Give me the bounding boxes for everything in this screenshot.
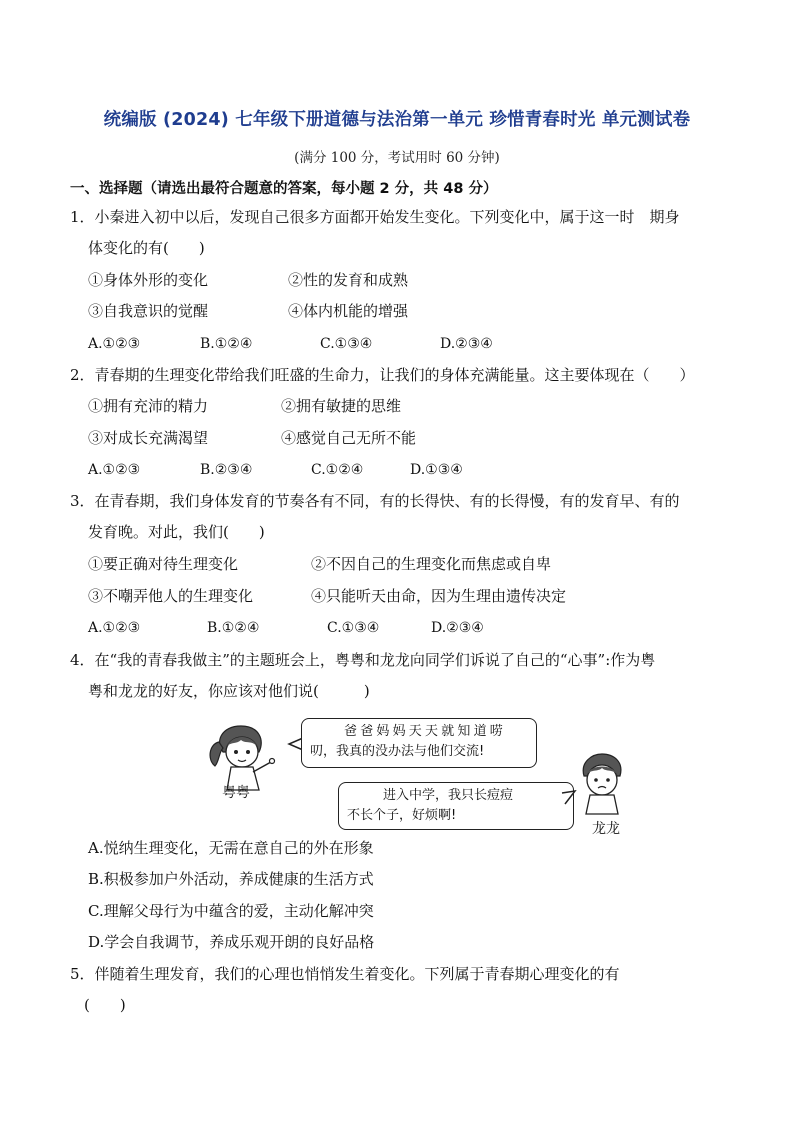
q2-choice-c[interactable]: C.①②④ [311,462,364,478]
q1-choice-c[interactable]: C.①③④ [320,336,373,352]
q2-stem: 2．青春期的生理变化带给我们旺盛的生命力，让我们的身体充满能量。这主要体现在（ ） [70,366,695,384]
q4-choice-c[interactable]: C.理解父母行为中蕴含的爱，主动化解冲突 [88,902,374,920]
exam-title: 统编版 (2024) 七年级下册道德与法治第一单元 珍惜青春时光 单元测试卷 [103,110,691,130]
q2-option-4: ④感觉自己无所不能 [281,429,417,447]
q1-choice-a[interactable]: A.①②③ [88,336,141,352]
q3-choice-c[interactable]: C.①③④ [327,620,380,636]
q1-option-2: ②性的发育和成熟 [288,271,409,289]
speech-bubble-girl [301,718,537,768]
q2-choice-a[interactable]: A.①②③ [88,462,141,478]
girl-name-label: 粤粤 [222,785,250,801]
boy-name-label: 龙龙 [592,821,620,837]
q3-stem: 3．在青春期，我们身体发育的节奏各有不同，有的长得快、有的长得慢，有的发育早、有的 [70,492,680,510]
q3-option-1: ①要正确对待生理变化 [88,555,239,573]
q4-choice-a[interactable]: A.悦纳生理变化，无需在意自己的外在形象 [88,839,374,857]
q5-stem: 5．伴随着生理发育，我们的心理也悄悄发生着变化。下列属于青春期心理变化的有 [70,965,620,983]
q3-choice-a[interactable]: A.①②③ [88,620,141,636]
exam-subtitle: (满分 100 分，考试用时 60 分钟) [294,150,500,166]
q2-option-3: ③对成长充满渴望 [88,429,209,447]
bubble1-line1: 爸爸妈妈天天就知道唠 [344,724,507,739]
q3-stem-cont: 发育晚。对此，我们( ) [88,523,265,541]
q1-option-4: ④体内机能的增强 [288,302,409,320]
q1-stem: 1．小秦进入初中以后，发现自己很多方面都开始发生变化。下列变化中，属于这一时 期身 [70,208,680,226]
q3-choice-d[interactable]: D.②③④ [431,620,484,636]
q3-option-2: ②不因自己的生理变化而焦虑或自卑 [311,555,552,573]
q4-stem: 4．在“我的青春我做主”的主题班会上，粤粤和龙龙向同学们诉说了自己的“心事”:作为粤 [70,651,656,669]
q4-choice-d[interactable]: D.学会自我调节，养成乐观开朗的良好品格 [88,933,375,951]
q4-stem-cont: 粤和龙龙的好友，你应该对他们说( ) [88,682,370,700]
q1-choice-b[interactable]: B.①②④ [200,336,253,352]
bubble1-line2: 叨，我真的没办法与他们交流! [310,744,485,759]
q1-stem-cont: 体变化的有( ) [88,239,205,257]
q2-choice-d[interactable]: D.①③④ [410,462,463,478]
q2-option-2: ②拥有敏捷的思维 [281,397,402,415]
q1-option-1: ①身体外形的变化 [88,271,209,289]
q1-choice-d[interactable]: D.②③④ [440,336,493,352]
bubble2-line2: 不长个子，好烦啊! [347,808,457,823]
bubble2-tail [561,790,577,806]
q4-illustration [205,714,545,836]
q1-option-3: ③自我意识的觉醒 [88,302,209,320]
q4-choice-b[interactable]: B.积极参加户外活动，养成健康的生活方式 [88,870,374,888]
q2-choice-b[interactable]: B.②③④ [200,462,253,478]
q3-choice-b[interactable]: B.①②④ [207,620,260,636]
q5-stem-cont: ( ) [84,996,126,1014]
speech-bubble-boy [338,782,574,830]
q2-option-1: ①拥有充沛的精力 [88,397,209,415]
boy-cartoon [572,752,632,816]
bubble2-line1: 进入中学，我只长痘痘 [383,788,514,803]
section-heading: 一、选择题（请选出最符合题意的答案，每小题 2 分，共 48 分） [70,181,498,197]
q3-option-4: ④只能听天由命，因为生理由遗传决定 [311,587,567,605]
q3-option-3: ③不嘲弄他人的生理变化 [88,587,254,605]
